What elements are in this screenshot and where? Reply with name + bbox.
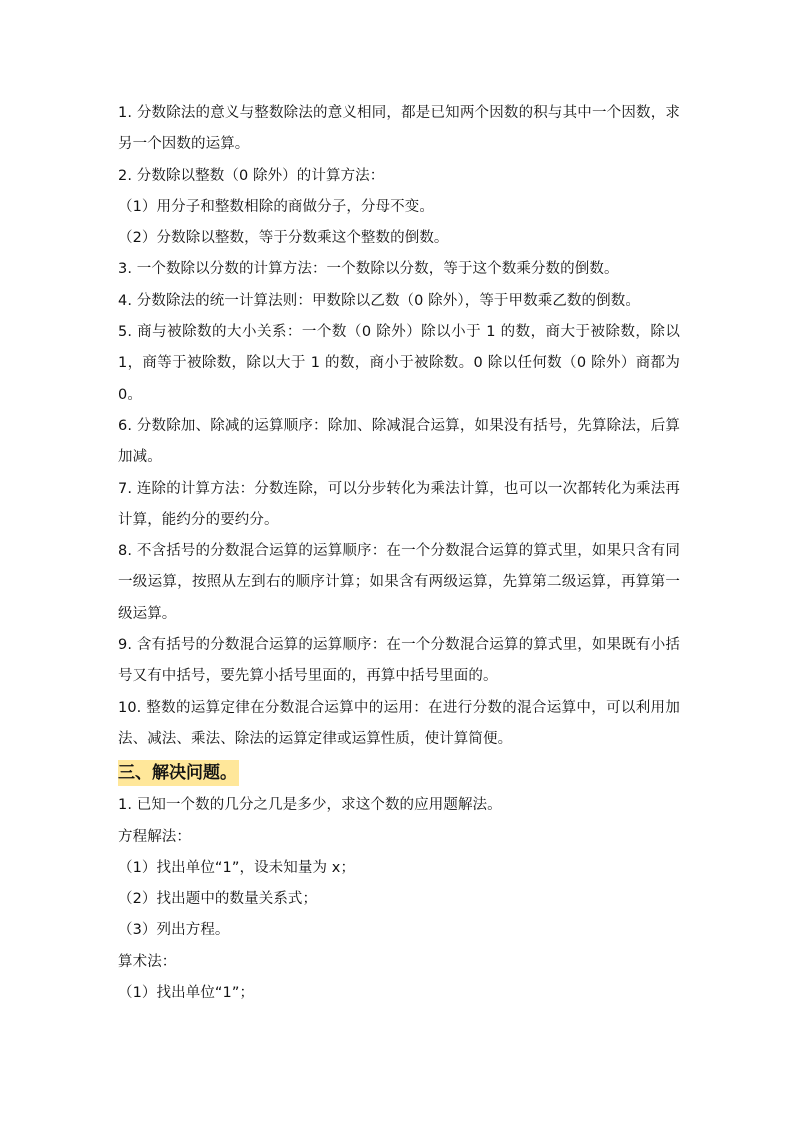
- section-heading: 三、解决问题。: [118, 760, 239, 786]
- paragraph-arithmetic-step-1: （1）找出单位“1”；: [118, 985, 255, 1002]
- paragraph-consecutive-division: 7. 连除的计算方法：分数连除，可以分步转化为乘法计算，也可以一次都转化为乘法再计算，能约分的要约分。: [118, 480, 680, 528]
- paragraph-operation-laws: 10. 整数的运算定律在分数混合运算中的运用：在进行分数的混合运算中，可以利用加法、减法、乘法、除法的运算定律或运算性质，使计算简便。: [118, 699, 680, 747]
- paragraph-problem-1: 1. 已知一个数的几分之几是多少，求这个数的应用题解法。: [118, 797, 502, 814]
- paragraph-equation-step-2: （2）找出题中的数量关系式；: [118, 891, 318, 908]
- section-heading-wrap: [118, 755, 680, 790]
- document-page: [118, 98, 680, 1009]
- paragraph-division-meaning: 1. 分数除法的意义与整数除法的意义相同，都是已知两个因数的积与其中一个因数，求另一个因数的运算。: [118, 105, 680, 153]
- paragraph-brackets-order: 9. 含有括号的分数混合运算的运算顺序：在一个分数混合运算的算式里，如果既有小括号又有中括号，要先算小括号里面的，再算中括号里面的。: [118, 637, 680, 685]
- paragraph-quotient-size: 5. 商与被除数的大小关系：一个数（0 除外）除以小于 1 的数，商大于被除数，除以 1，商等于被除数，除以大于 1 的数，商小于被除数。0 除以任何数（0 除外）商都为 0。: [118, 324, 680, 403]
- paragraph-equation-step-3: （3）列出方程。: [118, 922, 230, 939]
- paragraph-method-2: （2）分数除以整数，等于分数乘这个整数的倒数。: [118, 230, 449, 247]
- paragraph-fraction-div-integer: 2. 分数除以整数（0 除外）的计算方法：: [118, 167, 385, 184]
- paragraph-div-add-sub-order: 6. 分数除加、除减的运算顺序：除加、除减混合运算，如果没有括号，先算除法，后算加减。: [118, 417, 680, 466]
- paragraph-equation-method: 方程解法：: [118, 828, 191, 845]
- paragraph-equation-step-1: （1）找出单位“1”，设未知量为 x；: [118, 859, 356, 876]
- paragraph-method-1: （1）用分子和整数相除的商做分子，分母不变。: [118, 198, 434, 215]
- paragraph-no-brackets-order: 8. 不含括号的分数混合运算的运算顺序：在一个分数混合运算的算式里，如果只含有同一级运算，按照从左到右的顺序计算；如果含有两级运算，先算第二级运算，再算第一级运算。: [118, 543, 680, 622]
- paragraph-arithmetic-method: 算术法：: [118, 953, 177, 970]
- paragraph-unified-rule: 4. 分数除法的统一计算法则：甲数除以乙数（0 除外），等于甲数乘乙数的倒数。: [118, 292, 640, 309]
- paragraph-number-div-fraction: 3. 一个数除以分数的计算方法：一个数除以分数，等于这个数乘分数的倒数。: [118, 261, 619, 278]
